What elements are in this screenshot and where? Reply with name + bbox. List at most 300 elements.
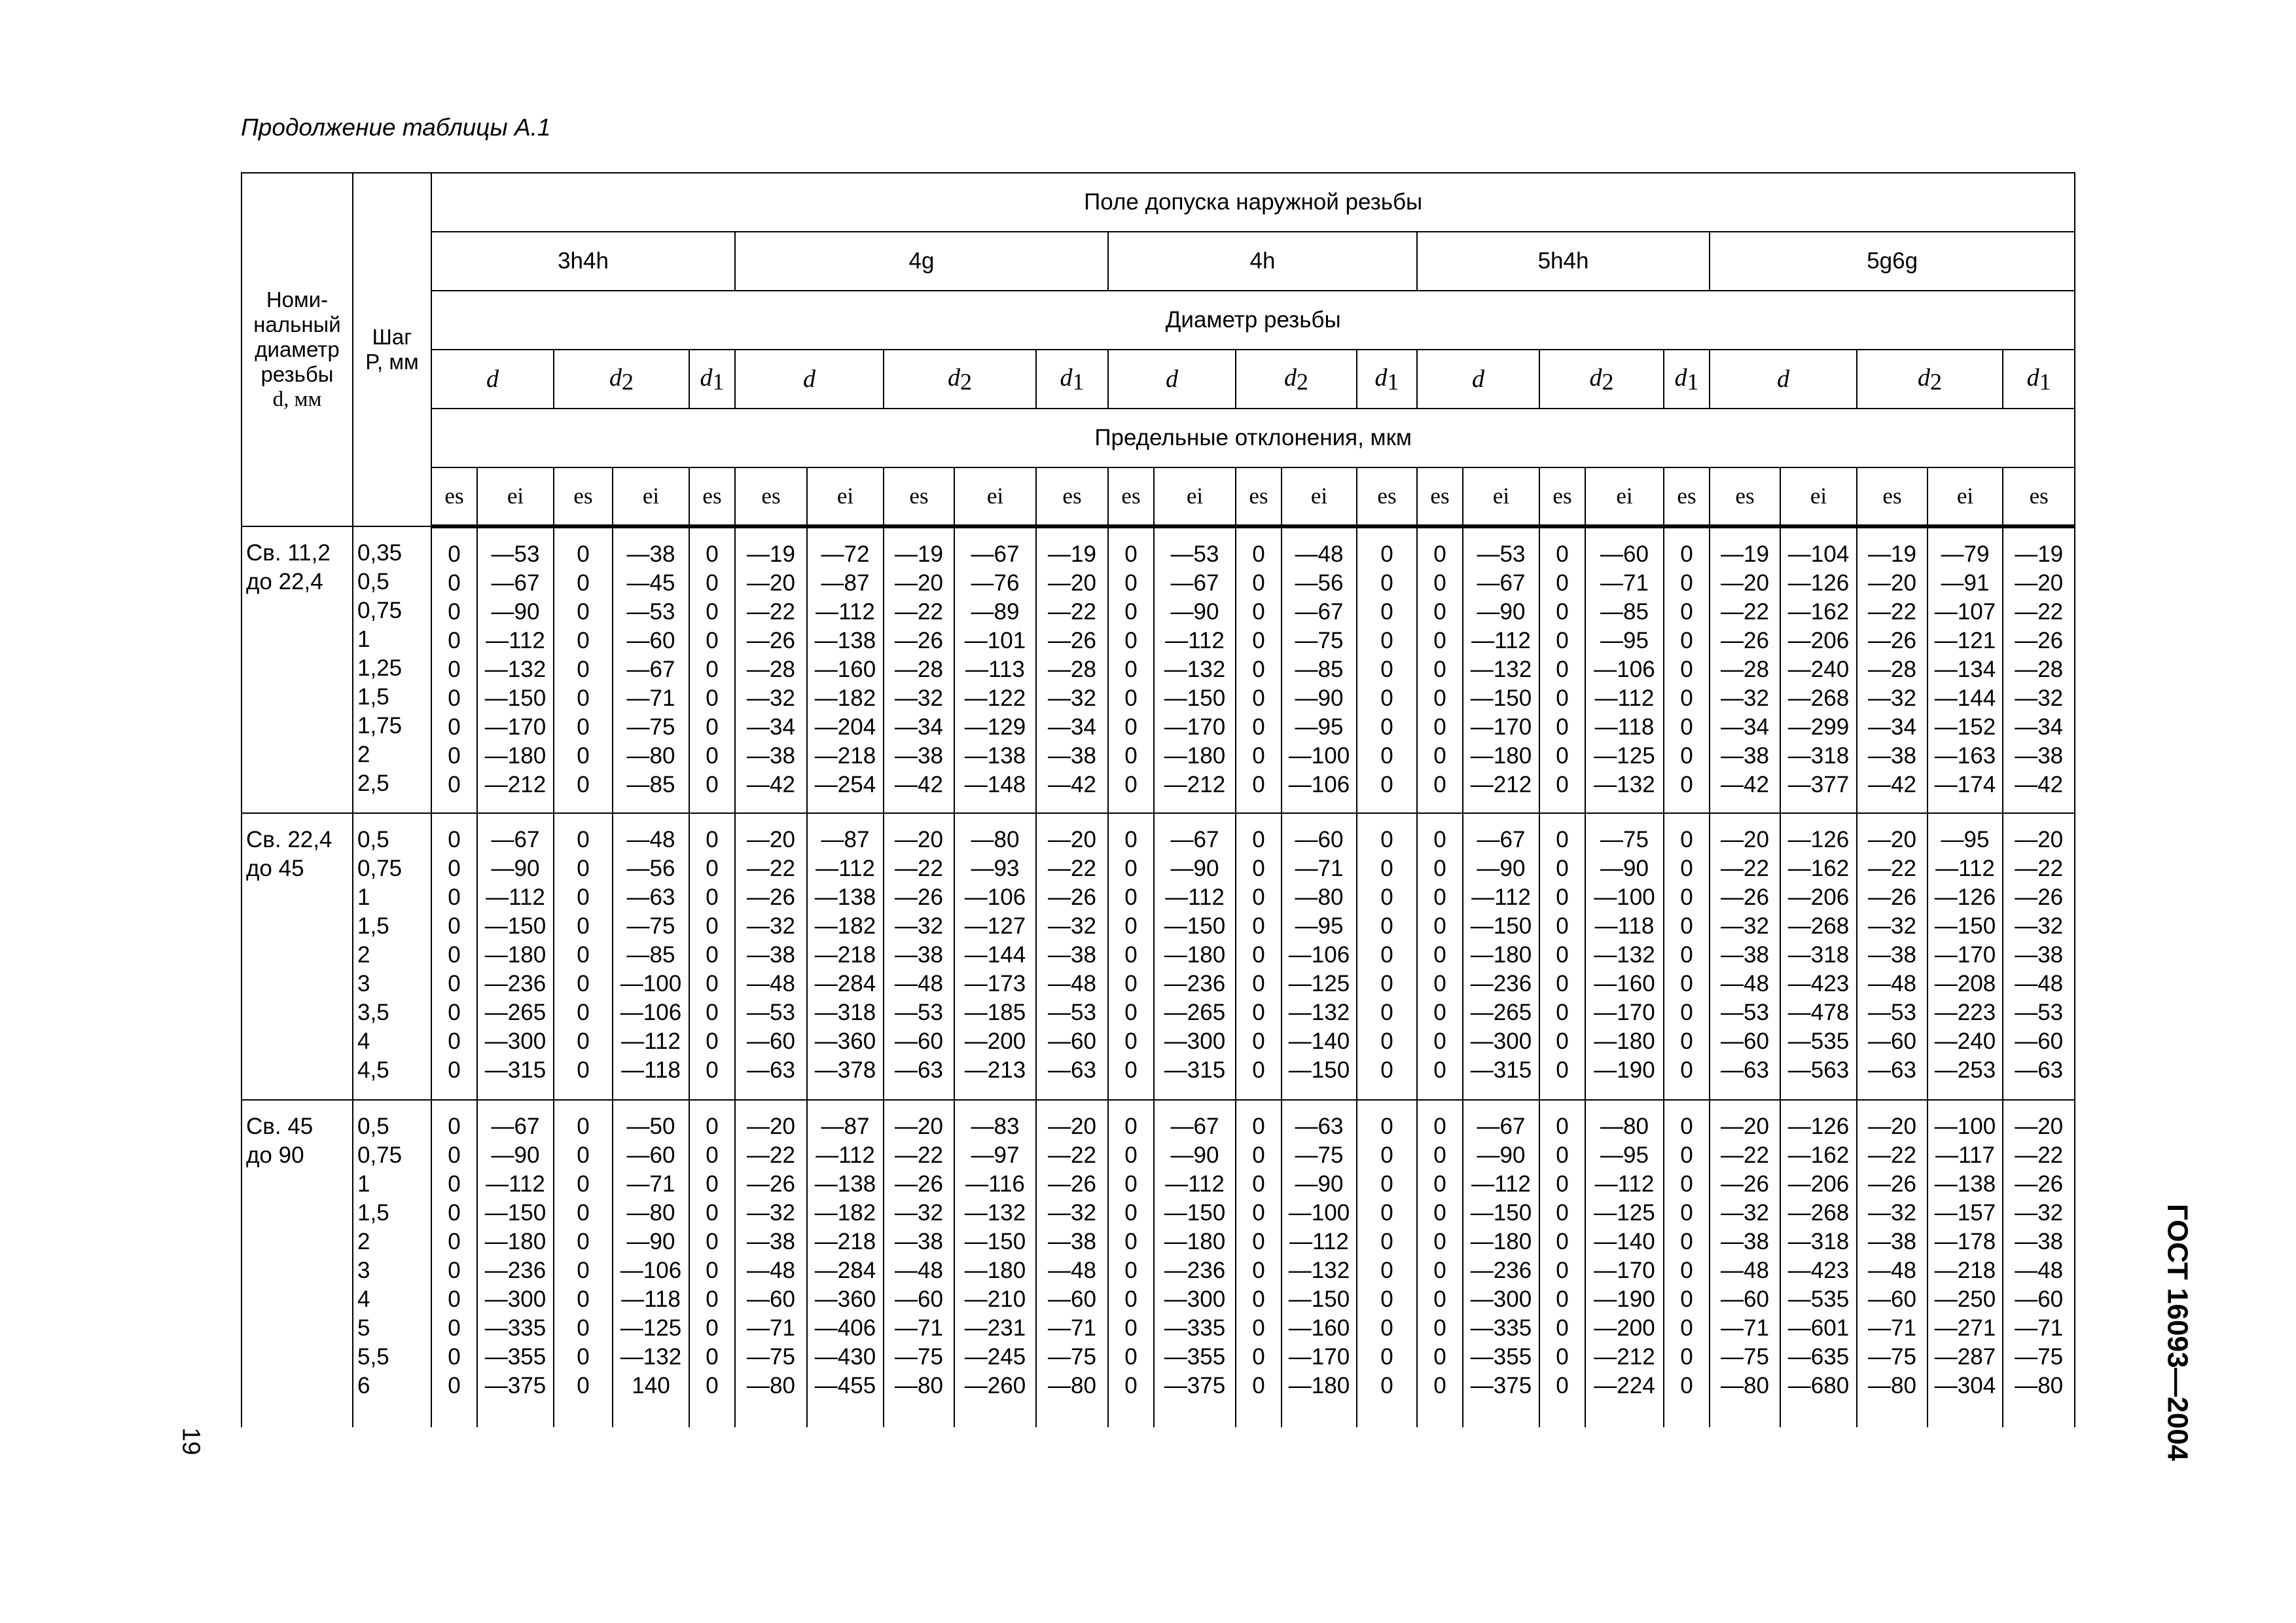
deviation-value: 0 bbox=[1556, 628, 1569, 653]
deviation-value: —53 bbox=[626, 599, 675, 625]
deviation-value: 0 bbox=[577, 1344, 590, 1370]
deviation-value: 0 bbox=[706, 685, 719, 711]
deviation-value: 0 bbox=[1380, 913, 1393, 939]
deviation-value: —26 bbox=[1048, 1171, 1096, 1197]
deviation-value: —80 bbox=[1048, 1373, 1096, 1398]
deviation-value: 0 bbox=[1124, 714, 1138, 740]
deviation-column bbox=[1417, 526, 1463, 813]
deviation-value: —300 bbox=[1470, 1286, 1532, 1312]
deviation-value: —112 bbox=[816, 599, 875, 625]
deviation-value: —22 bbox=[747, 599, 795, 625]
deviation-value: —170 bbox=[1288, 1344, 1350, 1370]
deviation-value: —20 bbox=[895, 570, 943, 596]
deviation-value: —85 bbox=[1295, 657, 1344, 682]
deviation-column bbox=[1928, 526, 2003, 813]
deviation-value: 0 bbox=[577, 570, 590, 596]
limit-deviations-header: Предельные отклонения, мкм bbox=[431, 409, 2075, 467]
deviation-value: 0 bbox=[706, 884, 719, 910]
deviation-value: —90 bbox=[1170, 856, 1219, 881]
header-line: d, мм bbox=[272, 388, 322, 411]
deviation-value: 0 bbox=[1380, 772, 1393, 797]
deviation-value: —67 bbox=[626, 657, 675, 682]
deviation-value: —204 bbox=[814, 714, 876, 740]
deviation-value: —287 bbox=[1934, 1344, 1996, 1370]
deviation-value: 0 bbox=[448, 856, 461, 881]
deviation-value: —360 bbox=[814, 1029, 876, 1054]
deviation-value: —212 bbox=[484, 772, 547, 797]
deviation-value: —60 bbox=[2015, 1286, 2064, 1312]
deviation-value: —180 bbox=[1288, 1373, 1350, 1398]
deviation-column bbox=[954, 1100, 1036, 1427]
pitch-value: 3 bbox=[357, 1258, 370, 1283]
deviation-value: 0 bbox=[577, 628, 590, 653]
deviation-value: —121 bbox=[1934, 628, 1996, 653]
deviation-value: —300 bbox=[1164, 1029, 1226, 1054]
deviation-value: 0 bbox=[577, 1258, 590, 1283]
deviation-value: 0 bbox=[1556, 971, 1569, 996]
deviation-value: —90 bbox=[1295, 685, 1344, 711]
deviation-value: —112 bbox=[1594, 1171, 1655, 1197]
es-header: es bbox=[735, 467, 807, 526]
pitch-value: 6 bbox=[357, 1373, 370, 1398]
deviation-value: —19 bbox=[1721, 541, 1769, 567]
deviation-value: —132 bbox=[484, 657, 547, 682]
deviation-value: —20 bbox=[1048, 570, 1096, 596]
diameter-d2-header bbox=[554, 350, 689, 409]
deviation-value: 0 bbox=[448, 827, 461, 852]
deviation-column bbox=[689, 813, 735, 1100]
deviation-value: —28 bbox=[747, 657, 795, 682]
deviation-value: —38 bbox=[1048, 1229, 1096, 1254]
deviation-value: —53 bbox=[1868, 1000, 1916, 1025]
deviation-value: 0 bbox=[1252, 1258, 1265, 1283]
pitch-value: 2,5 bbox=[357, 771, 389, 796]
deviation-value: —162 bbox=[1787, 599, 1850, 625]
deviation-value: —26 bbox=[895, 884, 943, 910]
deviation-value: 0 bbox=[1433, 1142, 1446, 1168]
deviation-value: —132 bbox=[964, 1200, 1026, 1226]
deviation-value: —112 bbox=[816, 856, 875, 881]
deviation-value: 0 bbox=[577, 1000, 590, 1025]
es-header: es bbox=[2003, 467, 2075, 526]
deviation-value: —535 bbox=[1787, 1286, 1850, 1312]
deviation-value: 0 bbox=[1433, 657, 1446, 682]
deviation-value: —20 bbox=[2015, 570, 2064, 596]
deviation-value: —26 bbox=[1721, 884, 1769, 910]
deviation-value: —22 bbox=[2015, 599, 2064, 625]
deviation-value: 0 bbox=[1380, 1057, 1393, 1083]
deviation-value: —150 bbox=[1164, 1200, 1226, 1226]
deviation-value: 0 bbox=[448, 1142, 461, 1168]
pitch-value: 0,75 bbox=[357, 598, 403, 623]
deviation-value: 0 bbox=[1556, 1344, 1569, 1370]
deviation-column bbox=[1780, 526, 1857, 813]
deviation-value: —170 bbox=[1934, 942, 1996, 968]
deviation-value: 0 bbox=[1433, 1171, 1446, 1197]
deviation-value: —268 bbox=[1787, 1200, 1850, 1226]
deviation-value: —271 bbox=[1934, 1315, 1996, 1341]
deviation-value: 0 bbox=[1380, 541, 1393, 567]
deviation-value: —63 bbox=[747, 1057, 795, 1083]
deviation-value: —48 bbox=[1868, 971, 1916, 996]
deviation-value: —265 bbox=[484, 1000, 547, 1025]
deviation-value: 0 bbox=[1433, 827, 1446, 852]
deviation-value: 0 bbox=[1556, 1171, 1569, 1197]
deviation-value: —90 bbox=[491, 856, 540, 881]
diameter-range-row bbox=[242, 526, 2075, 813]
deviation-value: —254 bbox=[814, 772, 876, 797]
deviation-value: —112 bbox=[1165, 884, 1225, 910]
deviation-value: —206 bbox=[1787, 1171, 1850, 1197]
deviation-column bbox=[1236, 1100, 1282, 1427]
deviation-value: —80 bbox=[2015, 1373, 2064, 1398]
deviation-value: 0 bbox=[1680, 657, 1693, 682]
deviation-value: —138 bbox=[964, 743, 1026, 769]
group-4h: 4h bbox=[1108, 232, 1417, 291]
deviation-value: 0 bbox=[1433, 714, 1446, 740]
deviation-value: —423 bbox=[1787, 971, 1850, 996]
deviation-value: —60 bbox=[1048, 1029, 1096, 1054]
deviation-value: —19 bbox=[1868, 541, 1916, 567]
deviation-value: 0 bbox=[1680, 1057, 1693, 1083]
deviation-value: —48 bbox=[895, 971, 943, 996]
deviation-value: 0 bbox=[1433, 942, 1446, 968]
deviation-value: —26 bbox=[747, 628, 795, 653]
deviation-value: —134 bbox=[1934, 657, 1996, 682]
deviation-value: 0 bbox=[1252, 570, 1265, 596]
group-5g6g: 5g6g bbox=[1710, 232, 2075, 291]
deviation-column bbox=[1780, 813, 1857, 1100]
deviation-value: 0 bbox=[1433, 1344, 1446, 1370]
diameter-symbol: d bbox=[609, 363, 622, 392]
diameter-subscript: 2 bbox=[1930, 368, 1942, 395]
deviation-value: —60 bbox=[1295, 827, 1344, 852]
deviation-value: 0 bbox=[1680, 743, 1693, 769]
deviation-value: —80 bbox=[626, 1200, 675, 1226]
deviation-value: —126 bbox=[1934, 884, 1996, 910]
pitch-value: 0,35 bbox=[357, 540, 403, 566]
deviation-value: —75 bbox=[747, 1344, 795, 1370]
deviation-value: —106 bbox=[1594, 657, 1655, 682]
deviation-value: 0 bbox=[1252, 1142, 1265, 1168]
deviation-value: —100 bbox=[1594, 884, 1655, 910]
deviation-value: —150 bbox=[1934, 913, 1996, 939]
deviation-value: 0 bbox=[1680, 570, 1693, 596]
deviation-value: 0 bbox=[706, 772, 719, 797]
deviation-value: —76 bbox=[971, 570, 1020, 596]
deviation-value: —22 bbox=[747, 1142, 795, 1168]
deviation-value: —53 bbox=[1721, 1000, 1769, 1025]
deviation-value: 0 bbox=[448, 685, 461, 711]
es-header: es bbox=[1036, 467, 1108, 526]
deviation-value: —87 bbox=[821, 827, 870, 852]
deviation-value: 0 bbox=[1556, 1142, 1569, 1168]
deviation-value: —268 bbox=[1787, 913, 1850, 939]
deviation-value: —20 bbox=[1721, 570, 1769, 596]
deviation-value: 0 bbox=[1252, 884, 1265, 910]
diameter-subscript: 1 bbox=[1072, 368, 1085, 395]
deviation-column bbox=[1664, 813, 1710, 1100]
es-header: es bbox=[554, 467, 613, 526]
deviation-value: —236 bbox=[1470, 1258, 1532, 1283]
deviation-value: 0 bbox=[1124, 1229, 1138, 1254]
deviation-value: —101 bbox=[964, 628, 1026, 653]
deviation-value: 0 bbox=[1380, 1258, 1393, 1283]
deviation-value: —126 bbox=[1787, 570, 1850, 596]
deviation-value: 0 bbox=[1680, 942, 1693, 968]
deviation-value: —150 bbox=[1470, 1200, 1532, 1226]
deviation-value: —150 bbox=[484, 685, 547, 711]
deviation-value: 0 bbox=[448, 913, 461, 939]
deviation-column bbox=[1154, 1100, 1236, 1427]
deviation-value: 0 bbox=[706, 1029, 719, 1054]
deviation-value: —125 bbox=[1594, 743, 1655, 769]
deviation-value: —22 bbox=[895, 856, 943, 881]
deviation-value: —48 bbox=[747, 971, 795, 996]
deviation-value: —32 bbox=[895, 1200, 943, 1226]
deviation-value: —79 bbox=[1941, 541, 1990, 567]
deviation-value: —90 bbox=[491, 599, 540, 625]
deviation-value: 0 bbox=[577, 1114, 590, 1139]
deviation-value: 0 bbox=[577, 884, 590, 910]
deviation-value: —20 bbox=[1868, 570, 1916, 596]
deviation-value: 0 bbox=[706, 657, 719, 682]
deviation-value: —26 bbox=[1868, 884, 1916, 910]
deviation-value: —60 bbox=[895, 1286, 943, 1312]
pitch-value: 0,5 bbox=[357, 1114, 389, 1139]
deviation-value: 0 bbox=[448, 942, 461, 968]
deviation-value: —218 bbox=[814, 1229, 876, 1254]
deviation-value: —38 bbox=[1048, 743, 1096, 769]
deviation-value: —26 bbox=[1048, 628, 1096, 653]
deviation-value: —118 bbox=[1594, 714, 1655, 740]
es-header: es bbox=[1710, 467, 1780, 526]
diameter-symbol: d bbox=[2026, 363, 2039, 392]
deviation-value: —318 bbox=[814, 1000, 876, 1025]
deviation-value: —180 bbox=[964, 1258, 1026, 1283]
diameter-symbol: d bbox=[1777, 365, 1789, 393]
pitch-values bbox=[353, 526, 431, 813]
deviation-column bbox=[1108, 526, 1154, 813]
group-5h4h: 5h4h bbox=[1417, 232, 1710, 291]
deviation-value: 0 bbox=[1433, 1373, 1446, 1398]
diameter-symbol: d bbox=[1589, 363, 1602, 392]
deviation-column bbox=[1585, 526, 1664, 813]
deviation-value: 0 bbox=[1556, 1258, 1569, 1283]
deviation-value: 0 bbox=[1680, 628, 1693, 653]
deviation-value: —236 bbox=[1164, 1258, 1226, 1283]
deviation-value: 0 bbox=[1556, 942, 1569, 968]
deviation-value: —32 bbox=[747, 685, 795, 711]
deviation-column bbox=[1463, 1100, 1539, 1427]
deviation-value: 0 bbox=[1433, 884, 1446, 910]
deviation-value: —150 bbox=[1288, 1057, 1350, 1083]
deviation-column bbox=[1236, 813, 1282, 1100]
deviation-value: —138 bbox=[814, 884, 876, 910]
deviation-value: 0 bbox=[1380, 1000, 1393, 1025]
deviation-value: 0 bbox=[1252, 971, 1265, 996]
deviation-value: 0 bbox=[1252, 685, 1265, 711]
deviation-value: 0 bbox=[1433, 913, 1446, 939]
deviation-value: —236 bbox=[484, 971, 547, 996]
deviation-value: 0 bbox=[448, 657, 461, 682]
deviation-value: —34 bbox=[1721, 714, 1769, 740]
deviation-value: —60 bbox=[747, 1286, 795, 1312]
deviation-value: —90 bbox=[1600, 856, 1649, 881]
deviation-value: —38 bbox=[2015, 942, 2064, 968]
deviation-value: —75 bbox=[1295, 628, 1344, 653]
pitch-value: 1 bbox=[357, 627, 370, 652]
deviation-value: 0 bbox=[577, 772, 590, 797]
deviation-column bbox=[1036, 1100, 1108, 1427]
deviation-value: 0 bbox=[706, 714, 719, 740]
deviation-value: 0 bbox=[1380, 1171, 1393, 1197]
deviation-value: 0 bbox=[706, 856, 719, 881]
deviation-value: 0 bbox=[577, 714, 590, 740]
deviation-value: —60 bbox=[1868, 1286, 1916, 1312]
deviation-value: 0 bbox=[1124, 1029, 1138, 1054]
ei-header: ei bbox=[477, 467, 554, 526]
deviation-value: 0 bbox=[1556, 772, 1569, 797]
deviation-value: 0 bbox=[1252, 1114, 1265, 1139]
deviation-value: —90 bbox=[1477, 856, 1526, 881]
deviation-value: —406 bbox=[814, 1315, 876, 1341]
deviation-column bbox=[1282, 1100, 1357, 1427]
deviation-value: —60 bbox=[1721, 1286, 1769, 1312]
deviation-value: 0 bbox=[1680, 541, 1693, 567]
deviation-value: —95 bbox=[1600, 1142, 1649, 1168]
deviation-value: —90 bbox=[1170, 599, 1219, 625]
deviation-value: —260 bbox=[964, 1373, 1026, 1398]
deviation-column bbox=[807, 813, 884, 1100]
deviation-column bbox=[1154, 813, 1236, 1100]
deviation-value: —75 bbox=[626, 913, 675, 939]
deviation-value: 0 bbox=[1124, 1000, 1138, 1025]
deviation-value: —163 bbox=[1934, 743, 1996, 769]
deviation-value: —22 bbox=[1048, 1142, 1096, 1168]
page-number: 19 bbox=[177, 1427, 205, 1455]
deviation-value: —93 bbox=[971, 856, 1020, 881]
deviation-value: —223 bbox=[1934, 1000, 1996, 1025]
pitch-value: 4,5 bbox=[357, 1057, 389, 1083]
deviation-value: —53 bbox=[491, 541, 540, 567]
deviation-value: —22 bbox=[895, 1142, 943, 1168]
deviation-value: —71 bbox=[2015, 1315, 2064, 1341]
ei-header: ei bbox=[1282, 467, 1357, 526]
deviation-value: —60 bbox=[626, 1142, 675, 1168]
deviation-value: —112 bbox=[1165, 1171, 1225, 1197]
header-line: P, мм bbox=[365, 350, 419, 374]
deviation-value: —48 bbox=[2015, 1258, 2064, 1283]
deviation-value: —42 bbox=[895, 772, 943, 797]
deviation-value: —72 bbox=[821, 541, 870, 567]
pitch-value: 3 bbox=[357, 971, 370, 996]
pitch-value: 2 bbox=[357, 942, 370, 968]
deviation-value: —67 bbox=[1170, 1114, 1219, 1139]
deviation-value: —112 bbox=[816, 1142, 875, 1168]
deviation-value: —170 bbox=[1594, 1000, 1655, 1025]
deviation-value: —75 bbox=[1600, 827, 1649, 852]
range-text: Св. 22,4 bbox=[246, 827, 332, 852]
deviation-value: 0 bbox=[1680, 913, 1693, 939]
deviation-value: 0 bbox=[448, 599, 461, 625]
deviation-value: 0 bbox=[1680, 971, 1693, 996]
deviation-value: 0 bbox=[706, 743, 719, 769]
deviation-value: —208 bbox=[1934, 971, 1996, 996]
es-header: es bbox=[1236, 467, 1282, 526]
deviation-value: —150 bbox=[1164, 685, 1226, 711]
deviation-column bbox=[1585, 1100, 1664, 1427]
deviation-column bbox=[1036, 526, 1108, 813]
deviation-value: —75 bbox=[626, 714, 675, 740]
deviation-value: —122 bbox=[964, 685, 1026, 711]
deviation-value: —132 bbox=[1288, 1258, 1350, 1283]
deviation-value: —19 bbox=[747, 541, 795, 567]
deviation-value: 0 bbox=[448, 1171, 461, 1197]
deviation-value: 0 bbox=[1433, 1200, 1446, 1226]
deviation-value: —26 bbox=[895, 628, 943, 653]
deviation-value: —22 bbox=[2015, 856, 2064, 881]
deviation-column bbox=[2003, 813, 2075, 1100]
deviation-value: —200 bbox=[964, 1029, 1026, 1054]
deviation-value: —190 bbox=[1594, 1057, 1655, 1083]
deviation-value: —71 bbox=[747, 1315, 795, 1341]
deviation-column bbox=[1710, 813, 1780, 1100]
deviation-value: —95 bbox=[1295, 913, 1344, 939]
deviation-value: —53 bbox=[895, 1000, 943, 1025]
deviation-value: —236 bbox=[1470, 971, 1532, 996]
deviation-value: 0 bbox=[706, 1171, 719, 1197]
header-line: нальный bbox=[253, 312, 341, 337]
pitch-value: 2 bbox=[357, 742, 370, 767]
deviation-value: —34 bbox=[2015, 714, 2064, 740]
deviation-value: 0 bbox=[448, 1057, 461, 1083]
deviation-value: 0 bbox=[448, 1114, 461, 1139]
deviation-value: —318 bbox=[1787, 743, 1850, 769]
pitch-value: 1 bbox=[357, 884, 370, 910]
deviation-value: 0 bbox=[1433, 743, 1446, 769]
deviation-value: —20 bbox=[1048, 1114, 1096, 1139]
diameter-symbol: d bbox=[1060, 363, 1073, 392]
deviation-value: 0 bbox=[1680, 599, 1693, 625]
deviation-value: —300 bbox=[1164, 1286, 1226, 1312]
deviation-value: 0 bbox=[1124, 884, 1138, 910]
deviation-value: 0 bbox=[1433, 1258, 1446, 1283]
ei-header: ei bbox=[1585, 467, 1664, 526]
deviation-value: —75 bbox=[1048, 1344, 1096, 1370]
deviation-value: 0 bbox=[706, 599, 719, 625]
deviation-value: —32 bbox=[747, 1200, 795, 1226]
deviation-value: —38 bbox=[895, 1229, 943, 1254]
deviation-value: —601 bbox=[1787, 1315, 1850, 1341]
deviation-value: —170 bbox=[484, 714, 547, 740]
deviation-value: —423 bbox=[1787, 1258, 1850, 1283]
pitch-value: 5 bbox=[357, 1315, 370, 1341]
deviation-column bbox=[1585, 813, 1664, 1100]
deviation-value: 0 bbox=[1124, 1286, 1138, 1312]
deviation-value: —20 bbox=[747, 570, 795, 596]
pitch-value: 4 bbox=[357, 1029, 370, 1054]
pitch-value: 4 bbox=[357, 1286, 370, 1312]
deviation-column bbox=[884, 526, 954, 813]
deviation-column bbox=[1357, 813, 1417, 1100]
deviation-value: —129 bbox=[964, 714, 1026, 740]
deviation-column bbox=[554, 1100, 613, 1427]
deviation-value: —180 bbox=[484, 743, 547, 769]
deviation-column bbox=[689, 526, 735, 813]
deviation-value: 0 bbox=[1124, 1200, 1138, 1226]
deviation-value: 0 bbox=[448, 570, 461, 596]
